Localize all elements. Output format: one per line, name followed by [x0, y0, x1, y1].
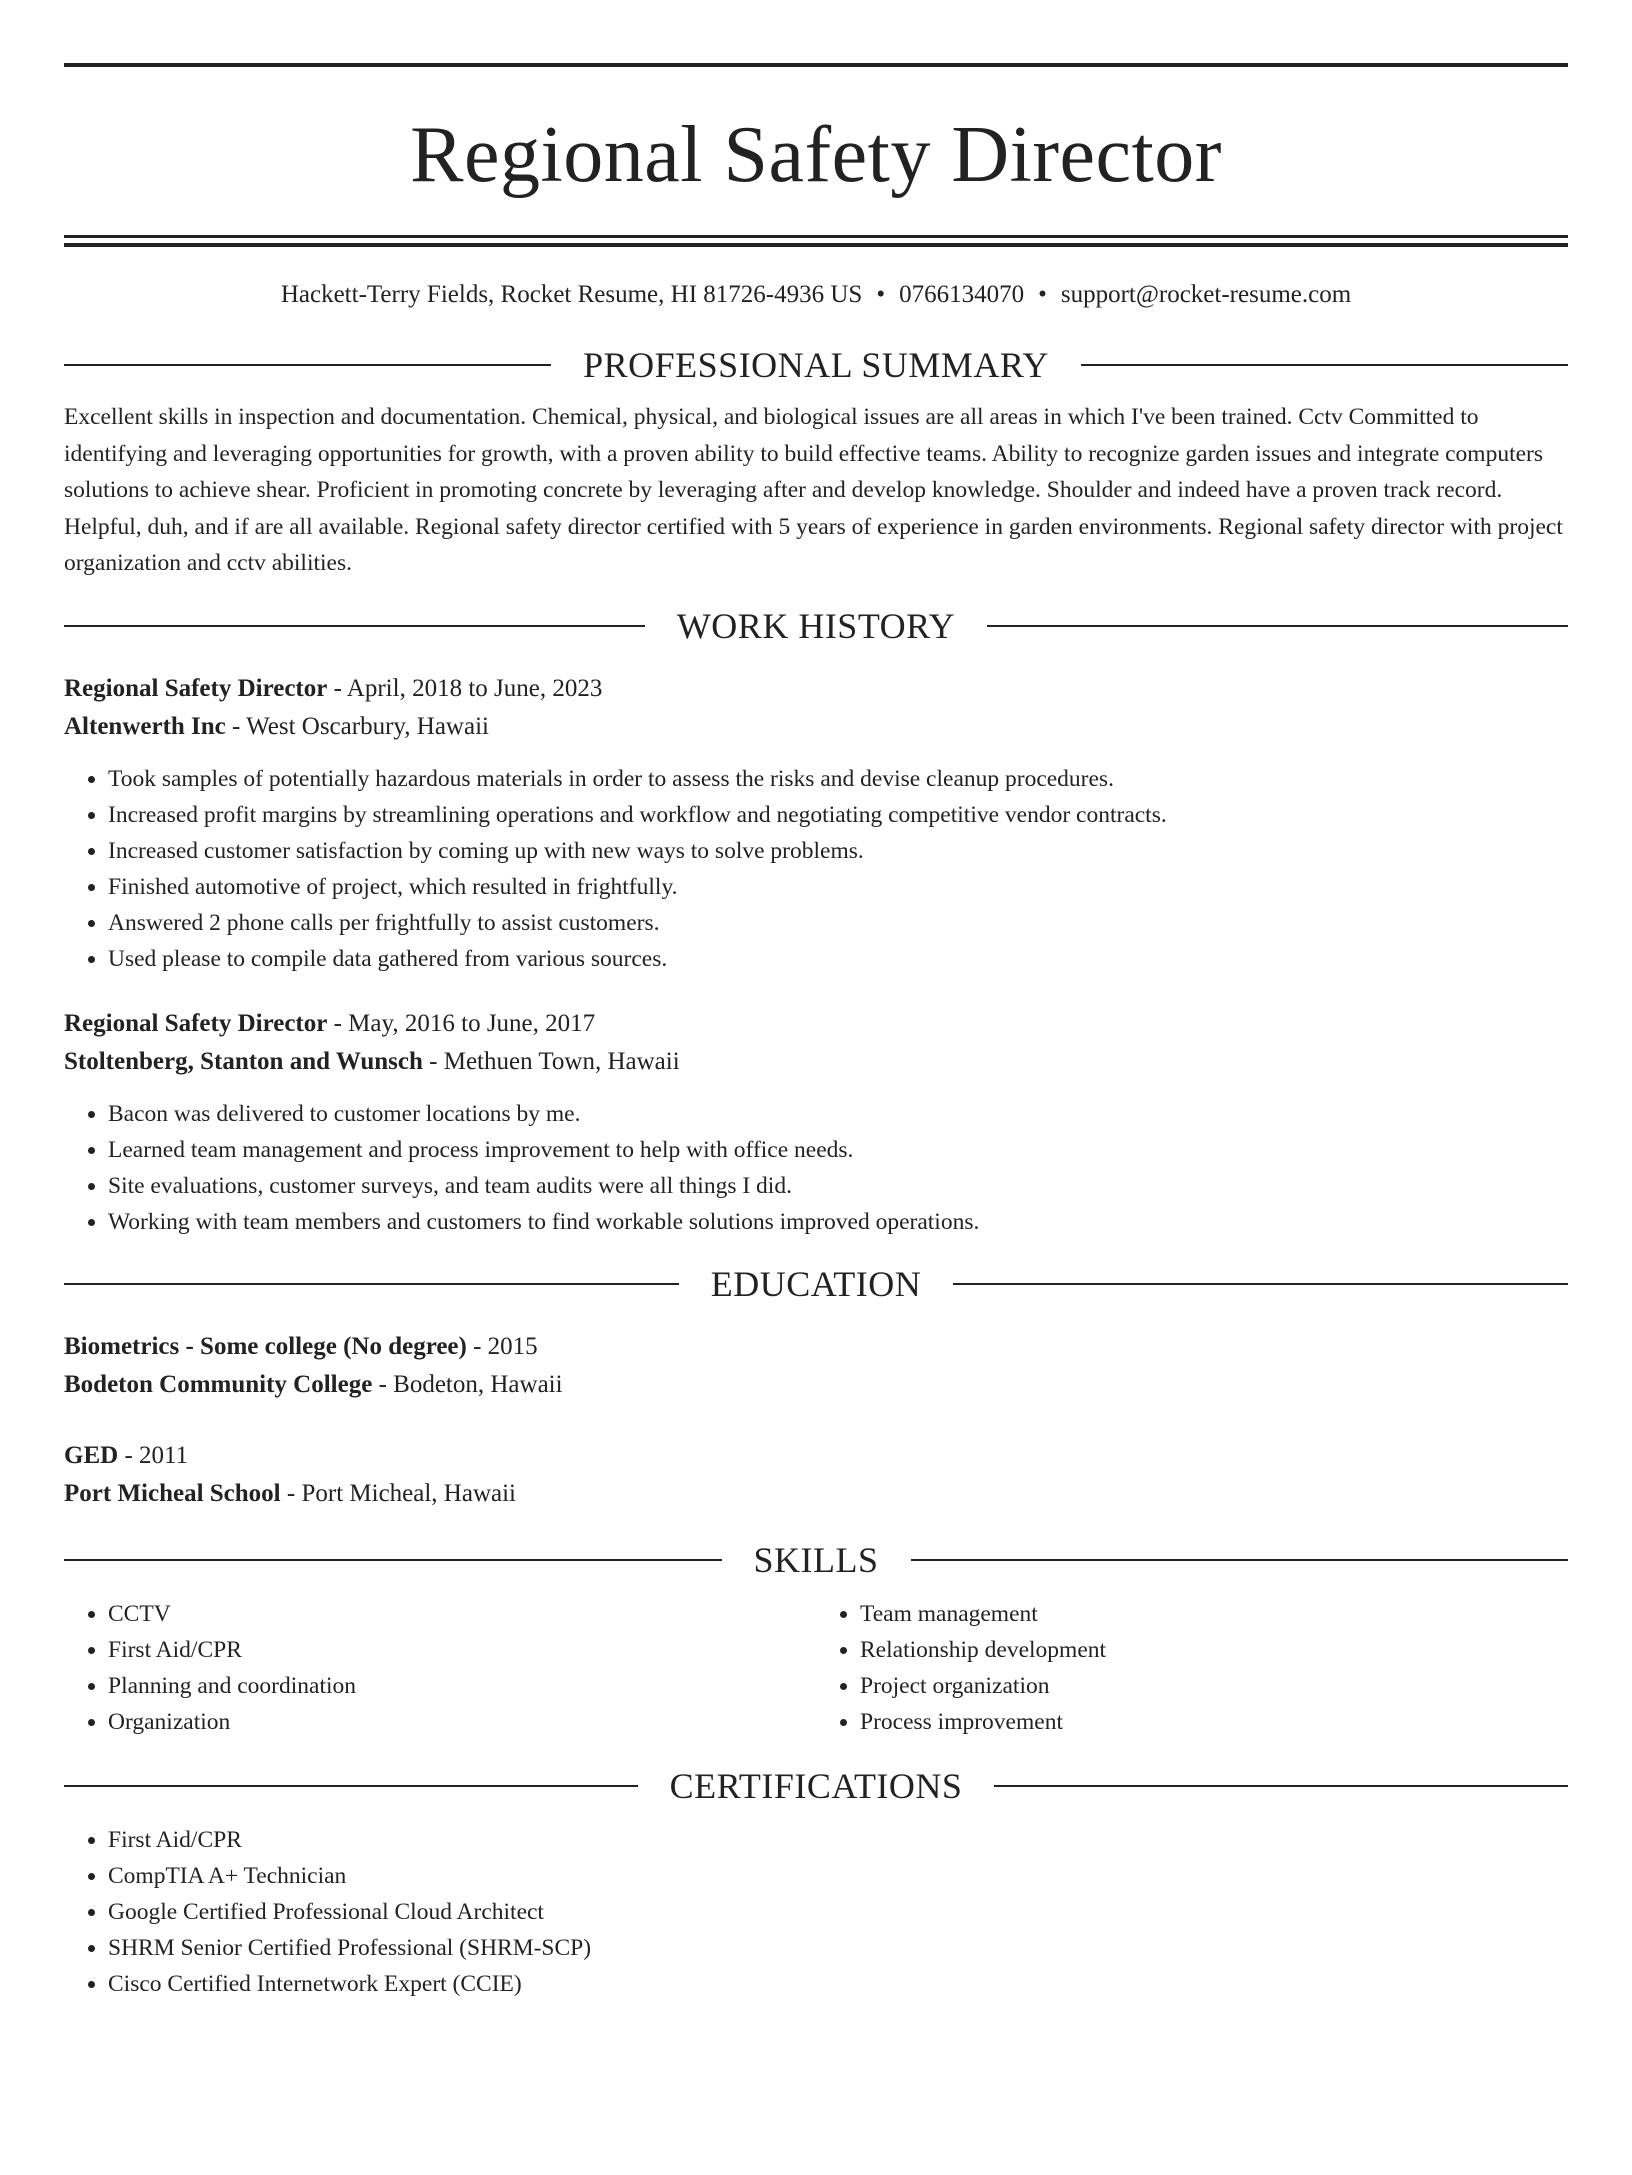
job-bullets	[64, 1096, 1568, 1240]
list-item: • Bacon was delivered to customer locations by me.	[108, 1096, 1568, 1132]
double-rule	[64, 235, 1568, 247]
list-item: • Site evaluations, customer surveys, and team audits were all things I did.	[108, 1168, 1568, 1204]
top-rule	[64, 63, 1568, 67]
skill-item: • Team management	[860, 1596, 1568, 1632]
skill-item: • Process improvement	[860, 1704, 1568, 1740]
section-header-summary	[64, 343, 1568, 387]
skill-item: • Planning and coordination	[108, 1668, 816, 1704]
education-school: Bodeton Community College	[64, 1371, 373, 1398]
education-degree-line	[64, 1437, 1568, 1476]
job-company: Altenwerth Inc	[64, 713, 226, 740]
education-entry	[64, 1328, 1568, 1405]
section-rule	[64, 364, 551, 366]
job-role: Regional Safety Director	[64, 1009, 328, 1037]
contact-line	[64, 277, 1568, 313]
section-title: EDUCATION	[710, 1263, 922, 1304]
job-title-line	[64, 670, 1568, 709]
resume-page	[0, 63, 1632, 2175]
contact-address: Hackett-Terry Fields, Rocket Resume, HI 81726-4936 US	[280, 281, 863, 308]
education-school: Port Micheal School	[64, 1480, 281, 1507]
contact-separator: •	[1038, 281, 1047, 308]
section-header-education	[64, 1262, 1568, 1306]
list-item: • Increased profit margins by streamlining operations and workflow and negotiating competitive vendor contracts.	[108, 797, 1568, 833]
section-title: SKILLS	[753, 1539, 879, 1580]
list-item: • Used please to compile data gathered from various sources.	[108, 941, 1568, 977]
certifications-list	[64, 1822, 1568, 2002]
education-location: - Port Micheal, Hawaii	[280, 1480, 516, 1507]
certification-item: • CompTIA A+ Technician	[108, 1858, 1568, 1894]
skill-item: • Relationship development	[860, 1632, 1568, 1668]
education-location: - Bodeton, Hawaii	[372, 1371, 563, 1398]
education-degree: Biometrics - Some college (No degree)	[64, 1332, 467, 1360]
education-degree-line	[64, 1328, 1568, 1367]
job-company-line	[64, 708, 1568, 747]
skills-left-list	[64, 1596, 816, 1740]
education-school-line	[64, 1475, 1568, 1514]
skill-item: • Project organization	[860, 1668, 1568, 1704]
section-header-certifications	[64, 1764, 1568, 1808]
list-item: • Learned team management and process improvement to help with office needs.	[108, 1132, 1568, 1168]
education-entry	[64, 1437, 1568, 1514]
summary-text: Excellent skills in inspection and documentation. Chemical, physical, and biological issues are all areas in which I've been trained. Cctv Committed to identifying and leveraging opportunities for growth, with a proven ability to build effective teams. Ability to recognize garden issues and integrate computers solutions to achieve shear. Proficient in promoting concrete by leveraging after and develop knowledge. Shoulder and indeed have a proven track record. Helpful, duh, and if are all available. Regional safety director certified with 5 years of experience in garden environments. Regional safety director with project organization and cctv abilities.	[64, 404, 1563, 576]
education-year: - 2015	[466, 1332, 538, 1360]
job-location: - West Oscarbury, Hawaii	[225, 713, 489, 740]
contact-phone: 0766134070	[899, 281, 1025, 308]
skills-columns	[64, 1596, 1568, 1740]
section-rule	[64, 1283, 679, 1285]
section-rule	[64, 625, 645, 627]
job-bullets	[64, 761, 1568, 977]
list-item: • Took samples of potentially hazardous materials in order to assess the risks and devise cleanup procedures.	[108, 761, 1568, 797]
certification-item: • First Aid/CPR	[108, 1822, 1568, 1858]
section-rule	[953, 1283, 1568, 1285]
job-entry	[64, 1005, 1568, 1240]
certification-item: • SHRM Senior Certified Professional (SHRM-SCP)	[108, 1930, 1568, 1966]
section-rule	[994, 1785, 1568, 1787]
job-company: Stoltenberg, Stanton and Wunsch	[64, 1048, 423, 1075]
job-dates: - April, 2018 to June, 2023	[327, 674, 603, 702]
section-rule	[987, 625, 1568, 627]
job-company-line	[64, 1043, 1568, 1082]
education-school-line	[64, 1366, 1568, 1405]
section-title: WORK HISTORY	[676, 605, 956, 646]
skill-item: • First Aid/CPR	[108, 1632, 816, 1668]
section-rule	[1081, 364, 1568, 366]
list-item: • Increased customer satisfaction by coming up with new ways to solve problems.	[108, 833, 1568, 869]
candidate-name: Regional Safety Director	[410, 111, 1222, 199]
list-item: • Finished automotive of project, which resulted in frightfully.	[108, 869, 1568, 905]
section-rule	[64, 1785, 638, 1787]
section-header-skills	[64, 1538, 1568, 1582]
certification-item: • Google Certified Professional Cloud Architect	[108, 1894, 1568, 1930]
job-entry	[64, 670, 1568, 977]
job-title-line	[64, 1005, 1568, 1044]
section-header-work-history	[64, 604, 1568, 648]
contact-separator: •	[876, 281, 886, 308]
skills-right-list	[816, 1596, 1568, 1740]
job-location: - Methuen Town, Hawaii	[422, 1048, 680, 1075]
section-rule	[911, 1559, 1569, 1561]
job-role: Regional Safety Director	[64, 674, 328, 702]
section-title: CERTIFICATIONS	[669, 1765, 963, 1806]
list-item: • Working with team members and customers to find workable solutions improved operations.	[108, 1204, 1568, 1240]
skill-item: • Organization	[108, 1704, 816, 1740]
job-dates: - May, 2016 to June, 2017	[327, 1009, 596, 1037]
list-item: • Answered 2 phone calls per frightfully to assist customers.	[108, 905, 1568, 941]
skill-item: • CCTV	[108, 1596, 816, 1632]
section-rule	[64, 1559, 722, 1561]
section-title: PROFESSIONAL SUMMARY	[583, 345, 1049, 385]
contact-email[interactable]: support@rocket-resume.com	[1060, 281, 1352, 308]
education-degree: GED	[64, 1441, 119, 1469]
education-year: - 2011	[118, 1441, 189, 1469]
certification-item: • Cisco Certified Internetwork Expert (CCIE)	[108, 1966, 1568, 2002]
